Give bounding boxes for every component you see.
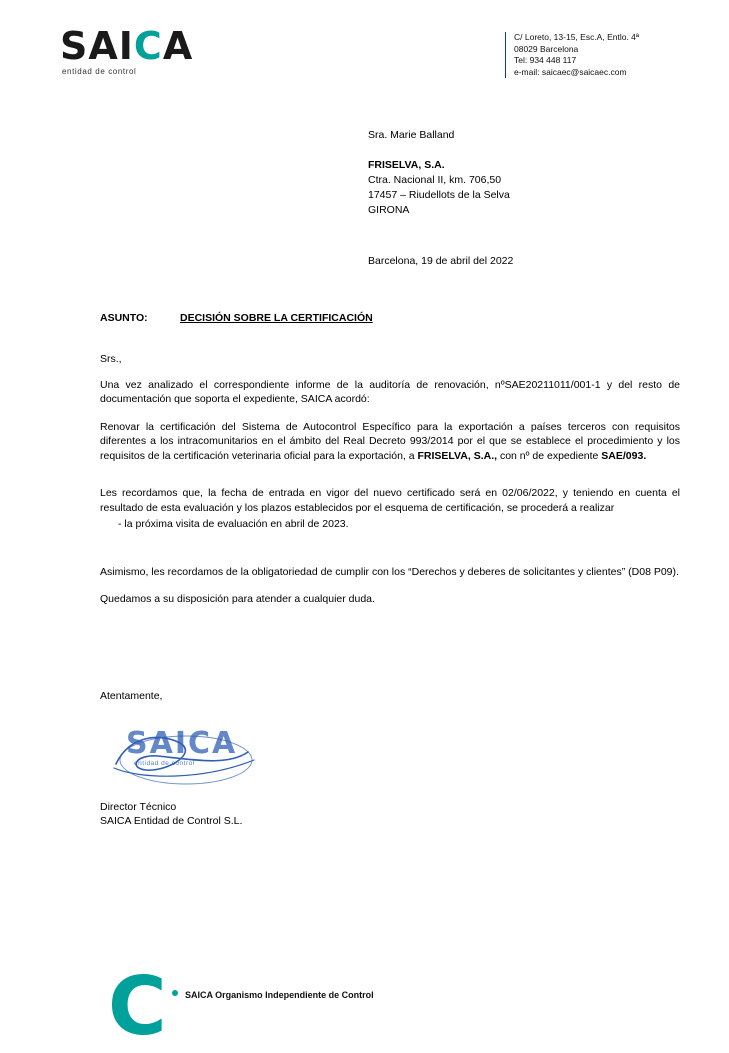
paragraph-2: [100, 420, 680, 464]
signature-stamp: [108, 720, 268, 792]
recipient-street: Ctra. Nacional II, km. 706,50: [368, 174, 502, 186]
signatory-block: [100, 800, 500, 828]
footer-bullet-icon: [172, 990, 178, 996]
paragraph-2-company: FRISELVA, S.A.,: [417, 449, 498, 462]
letter-body: [100, 352, 680, 620]
subject-value: DECISIÓN SOBRE LA CERTIFICACIÓN: [180, 312, 373, 324]
body-spacer-3: [100, 555, 680, 565]
recipient-postal: 17457 – Riudellots de la Selva: [368, 189, 510, 201]
logo-wordmark: [60, 26, 290, 66]
logo-part-2: C: [133, 24, 163, 68]
recipient-company: FRISELVA, S.A.: [368, 159, 445, 171]
page-footer: [0, 954, 729, 1053]
logo-part-3: A: [162, 24, 194, 68]
signature-area: [100, 690, 500, 828]
recipient-block: [368, 128, 510, 218]
body-spacer-2: [100, 545, 680, 555]
signatory-title: Director Técnico: [100, 801, 177, 813]
address-line-3: Tel: 934 448 117: [514, 55, 577, 65]
paragraph-1: Una vez analizado el correspondiente informe de la auditoría de renovación, nºSAE20211011/001-1 y del resto de documentación que soporta el expediente, SAICA acordó:: [100, 378, 680, 405]
dateline: Barcelona, 19 de abril del 2022: [368, 255, 514, 267]
paragraph-2-text-b: con nº de expediente: [497, 449, 602, 462]
paragraph-5: Quedamos a su disposición para atender a cualquier duda.: [100, 593, 375, 605]
subject-label: ASUNTO:: [100, 312, 148, 324]
logo-tagline: entidad de control: [62, 67, 137, 76]
subject-row: [100, 312, 373, 324]
footer-text: SAICA Organismo Independiente de Control: [185, 990, 374, 1000]
stamp-tagline: entidad de control: [134, 760, 195, 767]
paragraph-4: Asimismo, les recordamos de la obligatoriedad de cumplir con los “Derechos y deberes de solicitantes y clientes” (D08 P09).: [100, 565, 679, 578]
bullet-item-1: - la próxima visita de evaluación en abril de 2023.: [118, 518, 349, 530]
recipient-city: GIRONA: [368, 204, 410, 216]
salutation: Srs.,: [100, 353, 122, 365]
footer-c-mark-icon: C: [108, 960, 167, 1053]
recipient-spacer: [368, 143, 510, 158]
address-line-2: 08029 Barcelona: [514, 43, 579, 54]
address-line-1: C/ Loreto, 13-15, Esc.A, Entlo. 4ª: [514, 32, 640, 42]
letterhead: [60, 26, 670, 96]
paragraph-2-file-number: SAE/093.: [601, 449, 647, 462]
signature-closing: Atentamente,: [100, 690, 163, 702]
paragraph-3: Les recordamos que, la fecha de entrada en vigor del nuevo certificado será en 02/06/2022, y teniendo en cuenta el resultado de esta evaluación y los plazos establecidos por el esquema de certificación, se procederá a realizar: [100, 487, 680, 514]
stamp-part-1: SAI: [126, 726, 188, 761]
handwritten-signature-icon: [108, 720, 268, 792]
company-address: [505, 32, 639, 78]
saica-logo: [60, 26, 290, 76]
address-line-4: e-mail: saicaec@saicaec.com: [514, 66, 627, 77]
recipient-attention: Sra. Marie Balland: [368, 129, 455, 141]
logo-part-1: SAI: [60, 24, 134, 68]
paragraph-2-text-a: Renovar la certificación del Sistema de Autocontrol Específico para la exportación a países terceros con requisitos diferentes a los intracomunitarios en el ámbito del Real Decreto 993/2014 por el que se establece el procedimiento y los requisitos de la certificación veterinaria oficial para la exportación, a: [100, 420, 680, 462]
stamp-part-2: CA: [188, 726, 238, 761]
signatory-company: SAICA Entidad de Control S.L.: [100, 815, 243, 827]
body-spacer-1: [100, 476, 680, 486]
